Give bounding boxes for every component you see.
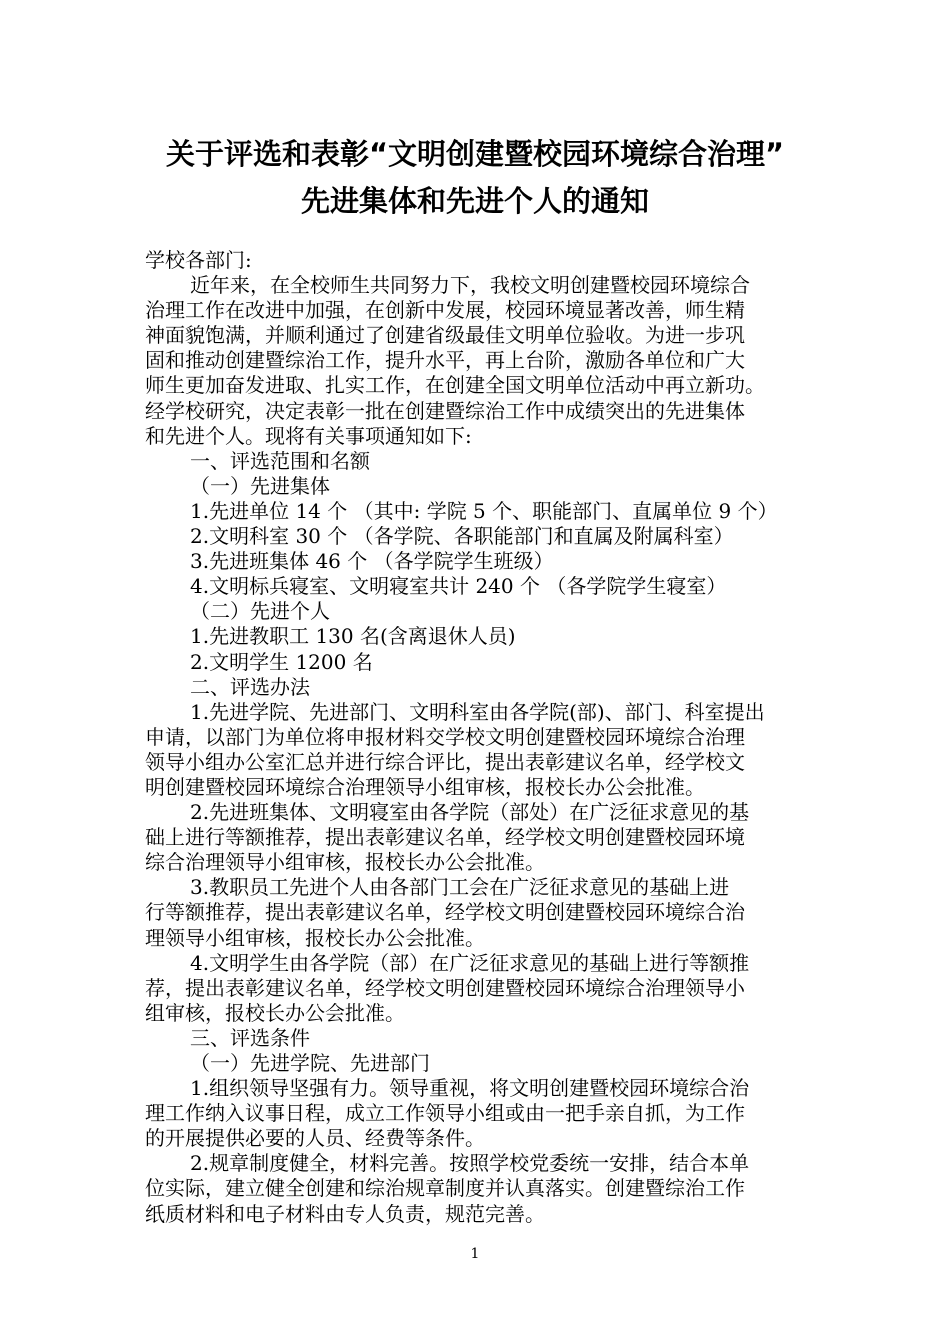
body-text-line: 4.文明学生由各学院（部）在广泛征求意见的基础上进行等额推 (190, 950, 750, 975)
document-body (145, 248, 810, 1227)
body-text-line: 一、评选范围和名额 (190, 448, 370, 473)
body-text-line: 1.先进教职工 130 名(含离退休人员) (190, 624, 516, 649)
body-text-line: 组审核，报校长办公会批准。 (145, 1000, 405, 1025)
body-text-line: 纸质材料和电子材料由专人负责，规范完善。 (145, 1201, 545, 1226)
body-text-line: 综合治理领导小组审核，报校长办公会批准。 (145, 850, 545, 875)
body-text-line: 1.先进学院、先进部门、文明科室由各学院(部)、部门、科室提出 (190, 699, 765, 724)
body-text-line: （二）先进个人 (190, 599, 330, 624)
body-text-line: 1.组织领导坚强有力。领导重视，将文明创建暨校园环境综合治 (190, 1076, 750, 1101)
body-text-line: 和先进个人。现将有关事项通知如下: (145, 423, 472, 448)
body-text-line: 行等额推荐，提出表彰建议名单，经学校文明创建暨校园环境综合治 (145, 900, 745, 925)
body-text-line: 2.规章制度健全，材料完善。按照学校党委统一安排，结合本单 (190, 1151, 750, 1176)
body-text-line: 经学校研究，决定表彰一批在创建暨综治工作中成绩突出的先进集体 (145, 398, 745, 423)
body-text-line: 二、评选办法 (190, 674, 310, 699)
body-text-line: 2.文明学生 1200 名 (190, 649, 373, 674)
body-text-line: 神面貌饱满，并顺利通过了创建省级最佳文明单位验收。为进一步巩 (145, 323, 745, 348)
body-text-line: 师生更加奋发进取、扎实工作，在创建全国文明单位活动中再立新功。 (145, 373, 765, 398)
body-text-line: 治理工作在改进中加强，在创新中发展，校园环境显著改善，师生精 (145, 298, 745, 323)
body-text-line: 2.先进班集体、文明寝室由各学院（部处）在广泛征求意见的基 (190, 800, 750, 825)
body-text-line: 学校各部门: (145, 248, 252, 272)
body-text-line: 荐，提出表彰建议名单，经学校文明创建暨校园环境综合治理领导小 (145, 975, 745, 1000)
document-title-line-2: 先进集体和先进个人的通知 (300, 184, 649, 218)
body-text-line: 明创建暨校园环境综合治理领导小组审核，报校长办公会批准。 (145, 774, 705, 799)
body-text-line: 础上进行等额推荐，提出表彰建议名单，经学校文明创建暨校园环境 (145, 825, 745, 850)
body-text-line: 3.教职员工先进个人由各部门工会在广泛征求意见的基础上进 (190, 875, 730, 900)
document-title-line-1: 关于评选和表彰“文明创建暨校园环境综合治理” (165, 137, 785, 171)
body-text-line: 2.文明科室 30 个 （各学院、各职能部门和直属及附属科室） (190, 524, 734, 549)
body-text-line: 位实际，建立健全创建和综治规章制度并认真落实。创建暨综治工作 (145, 1176, 745, 1201)
body-text-line: 3.先进班集体 46 个 （各学院学生班级） (190, 549, 554, 574)
body-text-line: （一）先进学院、先进部门 (190, 1051, 430, 1075)
body-text-line: 三、评选条件 (190, 1025, 310, 1050)
body-text-line: 1.先进单位 14 个 （其中: 学院 5 个、职能部门、直属单位 9 个） (190, 498, 778, 523)
body-text-line: 近年来，在全校师生共同努力下，我校文明创建暨校园环境综合 (190, 273, 750, 298)
body-text-line: 固和推动创建暨综治工作，提升水平，再上台阶，激励各单位和广大 (145, 348, 745, 373)
body-text-line: 4.文明标兵寝室、文明寝室共计 240 个 （各学院学生寝室） (190, 574, 727, 599)
body-text-line: 领导小组办公室汇总并进行综合评比，提出表彰建议名单，经学校文 (145, 749, 745, 774)
page-number: 1 (470, 1246, 480, 1262)
body-text-line: 的开展提供必要的人员、经费等条件。 (145, 1126, 485, 1151)
body-text-line: 申请，以部门为单位将申报材料交学校文明创建暨校园环境综合治理 (145, 724, 745, 749)
body-text-line: 理领导小组审核，报校长办公会批准。 (145, 925, 485, 950)
body-text-line: 理工作纳入议事日程，成立工作领导小组或由一把手亲自抓，为工作 (145, 1101, 745, 1126)
body-text-line: （一）先进集体 (190, 473, 330, 498)
